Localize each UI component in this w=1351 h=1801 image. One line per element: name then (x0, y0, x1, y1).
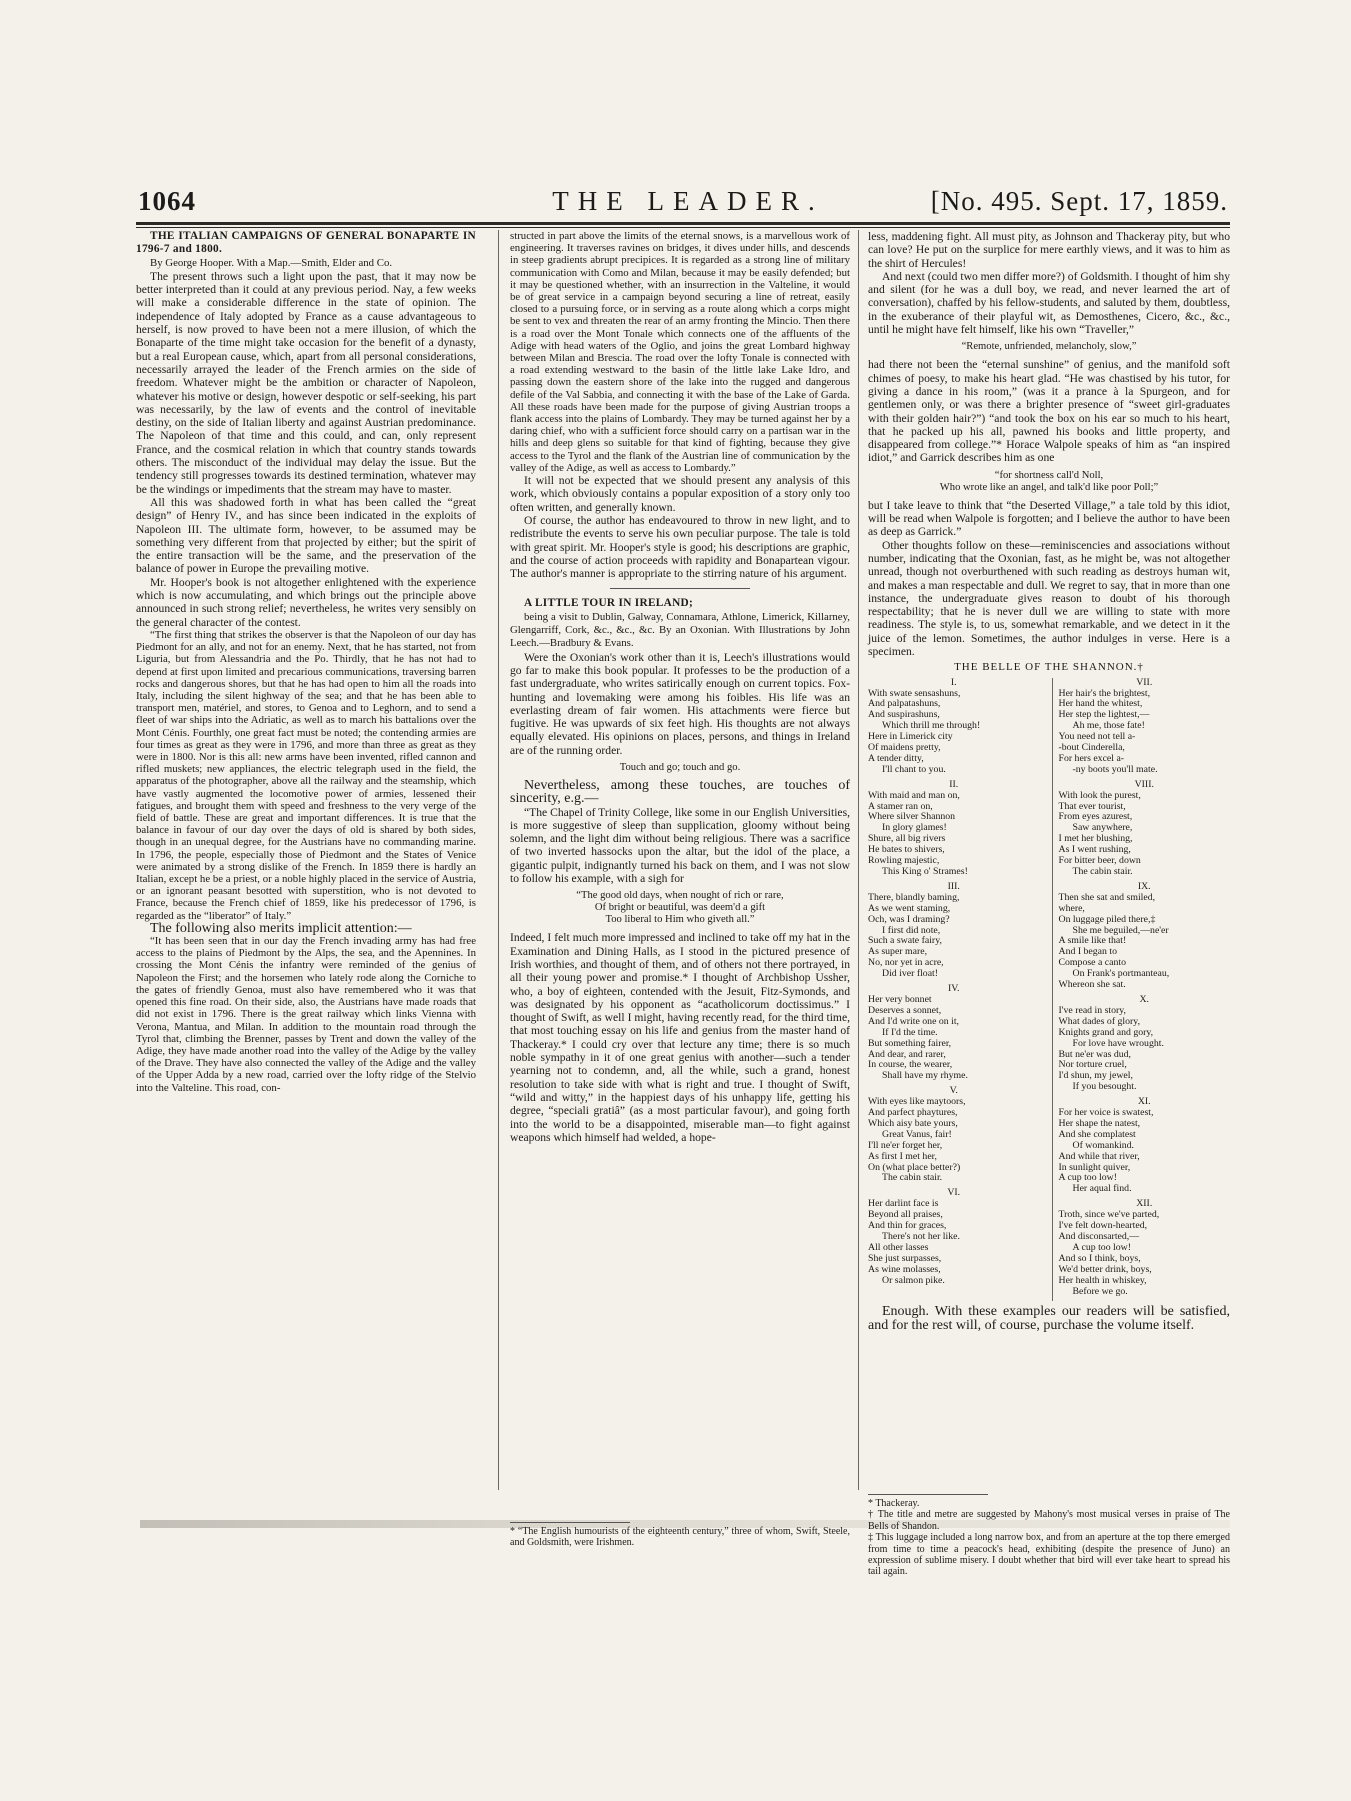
stanza-number: XI. (1137, 1096, 1151, 1108)
poem-line: Saw anywhere, (1072, 822, 1133, 834)
paragraph: Indeed, I felt much more impressed and inclined to take off my hat in the Examination and Dining Halls, as I stood in the pictured presence of Irish worthies, and thought of them, and of others not there portrayed, in all their young power and promise.* I thought of Archbishop Ussher, who, a boy of eighteen, contended with the Jesuit, Fitz-Symonds, and was designated by his opponent as “acatholicorum doctissimus.” I thought of Swift, as well I might, having recently read, for the third time, that most touching essay on his life and genius from the master hand of Thackeray.* I could cry over that lecture any time; there is so much noble sympathy in it of one great genius with another—such a tender yearning not to condemn, and, all the while, such a grand, honest resolution to take side with what is right and true. I thought of Swift, “wild and witty,” in the happiest days of his unhappy life, getting his degree, “speciali gratiâ” (as a most particular favour), and going forth into the world to be a disappointed, miserable man—to fight against weapons which himself had welded, a hope- (510, 931, 850, 1144)
poem-line: But ne'er was dud, (1058, 1048, 1132, 1060)
poem-line: That ever tourist, (1058, 800, 1126, 812)
stanza-number: IX. (1137, 880, 1151, 892)
stanza-number: III. (947, 880, 960, 892)
poem-line: Great Vanus, fair! (882, 1128, 952, 1140)
poem-line: There's not her like. (882, 1231, 960, 1243)
poem-line: A cup too low! (1058, 1172, 1118, 1184)
publication-title: THE LEADER. (552, 186, 824, 216)
verse-line: Too liberal to Him who giveth all.” (605, 914, 755, 926)
footnote: † The title and metre are suggested by Mahony's most musical verses in praise of The Bells of Shandon. (868, 1509, 1230, 1532)
poem-stanza (868, 1188, 1040, 1286)
poem-line: Och, was I draming? (868, 913, 950, 925)
poem-line: With maid and man on, (868, 789, 960, 801)
poem-line: Her darlint face is (868, 1198, 939, 1210)
poem-line: With swate sensashuns, (868, 687, 961, 699)
poem-line: For hers excel a- (1058, 752, 1125, 764)
stanza-number: II. (949, 778, 959, 790)
verse-line: Who wrote like an angel, and talk'd like poor Poll;” (939, 481, 1159, 493)
poem-stanza (1059, 1199, 1231, 1297)
poem-line: No, nor yet in acre, (868, 957, 944, 969)
poem-stanza (1059, 882, 1231, 991)
article-separator (610, 588, 750, 589)
poem-line: And parfect phaytures, (868, 1107, 958, 1119)
poem-line: where, (1058, 902, 1085, 914)
column-divider (498, 230, 499, 1490)
poem-line: Such a swate fairy, (868, 935, 942, 947)
poem-line: I met her blushing, (1058, 833, 1133, 845)
verse-quote (868, 470, 1230, 494)
poem-line: I'll chant to you. (882, 763, 946, 775)
poem-line: -ny boots you'll mate. (1072, 763, 1158, 775)
poem-line: In glory glames! (882, 822, 947, 834)
stanza-number: IV. (947, 983, 960, 995)
poem-column-left (868, 678, 1040, 1302)
poem-line: He bates to shivers, (868, 844, 945, 856)
poem-line: Of womankind. (1072, 1139, 1134, 1151)
poem-line: Troth, since we've parted, (1058, 1209, 1160, 1221)
poem-stanza (868, 1086, 1040, 1184)
poem-stanza (868, 882, 1040, 980)
poem-line: As super mare, (868, 946, 928, 958)
poem-stanza (1059, 995, 1231, 1093)
poem-line: And thin for graces, (868, 1220, 947, 1232)
stanza-number: X. (1139, 993, 1150, 1005)
masthead (138, 186, 1228, 222)
poem-line: And I'd write one on it, (868, 1015, 960, 1027)
poem-line: Her hair's the brightest, (1058, 687, 1151, 699)
poem-line: As we went staming, (868, 902, 951, 914)
verse-line: “Remote, unfriended, melancholy, slow,” (961, 341, 1137, 353)
verse-line: Touch and go; touch and go. (619, 762, 741, 773)
poem-stanza (1059, 780, 1231, 878)
paragraph: The following also merits implicit attention:— (150, 920, 412, 936)
paragraph: Of course, the author has endeavoured to throw in new light, and to redistribute the events to serve his own peculiar purpose. The tale is told with great spirit. Mr. Hooper's style is good; his descriptions are graphic, and the course of action proceeds with rapidity and Bonapartean vigour. The author's manner is appropriate to the stirring nature of his argument. (510, 513, 850, 581)
poem-line: I'd shun, my jewel, (1058, 1070, 1133, 1082)
poem-line: And so I think, boys, (1058, 1252, 1141, 1264)
poem-column-right (1052, 678, 1231, 1302)
paragraph: It will not be expected that we should present any analysis of this work, which obviously contains a popular exposition of a story only too often written, and generally known. (510, 474, 850, 514)
poem-line: The cabin stair. (882, 1172, 943, 1184)
paragraph: Were the Oxonian's work other than it is, Leech's illustrations would go far to make this book popular. It professes to be the production of a fast undergraduate, who writes satirically enough on current topics. Fox-hunting and lovemaking were among his foibles. His life was an everlasting dream of fair women. His attachments were fierce but fugitive. He was upwards of six feet high. His thoughts are not always equally elevated. His opinions on places, persons, and things in Ireland are of the running order. (510, 650, 850, 757)
verse-line: “The good old days, when nought of rich or rare, (576, 890, 784, 902)
poem-line: With eyes like maytoors, (868, 1096, 966, 1108)
verse-quote (510, 890, 850, 926)
poem-line: With look the purest, (1058, 789, 1141, 801)
poem-line: Did iver float! (882, 968, 939, 980)
poem-line: Her hand the whitest, (1058, 698, 1143, 710)
column-2 (510, 230, 850, 1144)
stanza-number: V. (949, 1085, 958, 1097)
poem-stanza (868, 984, 1040, 1082)
poem-stanza (1059, 1097, 1231, 1195)
poem-line: For her voice is swatest, (1058, 1107, 1154, 1119)
poem-line: Of maidens pretty, (868, 742, 941, 754)
footnote: * “The English humourists of the eighteenth century,” three of whom, Swift, Steele, and Goldsmith, were Irishmen. (510, 1526, 850, 1549)
poem-line: I'll ne'er forget her, (868, 1139, 943, 1151)
paragraph: Other thoughts follow on these—reminiscencies and associations without number, indicating that the Oxonian, fast, as he might be, was not altogether unread, though not overburthened with such reading as destroys human wit, and makes a man respectable and dull. We regret to say, that in more than one instance, the undergraduate gives reason to doubt of his thorough respectability; that he is never dull we are willing to state with more readiness. The style is, to us, somewhat remarkable, and we detect in it the juice of the lemon. Sometimes, the author indulges in verse. Here is a specimen. (868, 538, 1230, 659)
poem-line: For love have wrought. (1072, 1037, 1164, 1049)
quotation-continued: structed in part above the limits of the eternal snows, is a marvellous work of engineering. It traverses ravines on bridges, it dives under hills, and descends in steep gradients abrupt precipices. It is regarded as a strong line of military communication with Como and Milan, because it may be easily defended; but it may be questioned whether, with an insurrection in the Valteline, it would be of great service in a campaign beyond securing a line of retreat, easily closed to a pursuing force, or in serving as a route along which a corps might be sent to vex and threaten the rear of an army fronting the Mincio. Then there is a road over the Mont Tonale which connects one of the affluents of the Adige with head waters of the Oglio, and joins the great Lombard highway between Milan and Brescia. The road over the lofty Tonale is connected with a road extending westward to the basin of the little lake Lake Idro, and passing down the eastern shore of the lake into the rugged and dangerous defile of the Val Sabbia, and connecting it with the base of the Lake of Garda. All these roads have been made for the purpose of giving Austrian troops a flank access into the plains of Lombardy. They may be turned against her by a daring chief, who with a sufficient force should carry on a partisan war in the hills and deep glens so suitable for that kind of fighting, because they give access to the Tyrol and the flank of the Austrian line of communication by the valley of the Adige, as well as access to Lombardy.” (510, 230, 850, 474)
footnote: * Thackeray. (868, 1498, 920, 1509)
poem-line: And suspirashuns, (868, 709, 940, 721)
poem-line: And I began to (1058, 946, 1117, 958)
poem-line: Her step the lightest,— (1058, 709, 1150, 721)
stanza-number: VI. (947, 1187, 961, 1199)
poem-line: This King o' Strames! (882, 866, 968, 878)
poem-line: Which aisy bate yours, (868, 1117, 958, 1129)
poem-line: As I went rushing, (1058, 844, 1131, 856)
poem-line: A tender ditty, (868, 752, 924, 764)
stanza-number: XII. (1136, 1198, 1153, 1210)
poem-line: For bitter beer, down (1058, 855, 1141, 867)
stanza-number: VIII. (1134, 778, 1154, 790)
quotation: “It has been seen that in our day the French invading army has had free access to the plains of Piedmont by the Alps, the sea, and the Apennines. In crossing the Mont Cénis the infantry were reminded of the genius of Napoleon the First; and the horsemen who lately rode along the Corniche to the gates of friendly Genoa, must also have remembered who it was that opened this fine road. On their side, also, the Austrians have made roads that did not exist in 1796. There is the great railway which links Vienna with Verona, Mantua, and Milan. In addition to the mountain road through the Tyrol that, climbing the Brenner, passes by Trent and down the valley of the Adige, they have made another road into the valley of the Adige by the valley of the Drave. They have also connected the valley of the Adige and the valley of the Upper Adda by a new road, carried over the lofty ridge of the Stelvio into the Valteline. This road, con- (136, 935, 476, 1094)
page-number: 1064 (138, 186, 196, 216)
article-heading: THE ITALIAN CAMPAIGNS OF GENERAL BONAPARTE IN 1796-7 and 1800. (136, 230, 476, 256)
article-byline: By George Hooper. With a Map.—Smith, Elder and Co. (150, 256, 393, 269)
poem-line: She just surpasses, (868, 1252, 942, 1264)
poem-line: Deserves a sonnet, (868, 1004, 942, 1016)
paragraph: The present throws such a light upon the past, that it may now be better interpreted than it could at any previous period. Nay, a few weeks will make a considerable difference in the state of opinion. The independence of Italy adopted by France as a cause advantageous to herself, is now proved to have been not a mere illusion, of which the Bonaparte of the time might take occasion for the benefit of a dynasty, but a real European cause, which, apart from all personal considerations, necessarily arrayed the leader of the French armies on the side of freedom. Whatever might be the ambition or character of Napoleon, whatever his motive or design, however despotic or self-seeking, his part was necessarily, by the law of events and the control of inevitable destiny, on the side of Italian liberty and against Austrian predominance. The Napoleon of that time and this could, and can, only represent France, and the cosmical relation in which that country stands towards others. The misconduct of the individual may delay the issue. But the tendency still progresses towards its destined termination, whatever may be the windings or impediments that the stream may have to master. (136, 269, 476, 496)
poem-line: Her shape the natest, (1058, 1117, 1141, 1129)
poem-line: Shure, all big rivers (868, 833, 946, 845)
quotation: “The Chapel of Trinity College, like some in our English Universities, is more suggestive of sleep than supplication, gloomy without being solemn, and the light dim without being religious. There was a sacrifice of two inverted hassocks upon the altar, but the idol of the place, a gigantic pulpit, indignantly turned his back on them, and I was not slow to follow his example, with a sigh for (510, 805, 850, 886)
masthead-rule (136, 222, 1230, 225)
poem-line: Here in Limerick city (868, 731, 953, 743)
issue-date: [No. 495. Sept. 17, 1859. (930, 186, 1228, 216)
poem-line: The cabin stair. (1072, 866, 1133, 878)
poem-line: All other lasses (868, 1241, 929, 1253)
poem-line: Ah me, those fate! (1072, 720, 1145, 732)
poem-line: A cup too low! (1072, 1241, 1132, 1253)
column-1 (136, 230, 476, 1094)
poem-line: Then she sat and smiled, (1058, 891, 1156, 903)
paragraph: And next (could two men differ more?) of Goldsmith. I thought of him shy and silent (for he was a dull boy, we read, and never learned the art of conversation), chaffed by his fellow-students, and saluted by them, doubtless, in the exuberance of their playful wit, as Demosthenes, Cicero, &c., &c., until he might have felt himself, like his own “Traveller,” (868, 269, 1230, 337)
article-heading: A LITTLE TOUR IN IRELAND; (524, 597, 694, 610)
footnote-col2 (510, 1522, 850, 1549)
poem-line: Nor torture cruel, (1058, 1059, 1127, 1071)
paragraph: Mr. Hooper's book is not altogether enlightened with the experience which is now accumulating, and which brings out the principle above announced in such strong relief; nevertheless, he writes very sensibly on the general character of the contest. (136, 575, 476, 629)
poem-line: Her aqual find. (1072, 1183, 1132, 1195)
paragraph: Enough. With these examples our readers will be satisfied, and for the rest will, of course, purchase the volume itself. (868, 1304, 1230, 1333)
poem-line: On luggage piled there,‡ (1058, 913, 1156, 925)
column-3 (868, 230, 1230, 1332)
poem-line: Knights grand and gory, (1058, 1026, 1154, 1038)
poem-line: Compose a canto (1058, 957, 1126, 969)
poem-line: I've read in story, (1058, 1004, 1127, 1016)
poem-title: THE BELLE OF THE SHANNON.† (954, 661, 1144, 674)
paragraph: All this was shadowed forth in what has been called the “great design” of Henry IV., and has since been indicated in the exploits of Napoleon III. The ultimate form, however, to be assumed may be something very different from that projected by either; but the spirit of the entire transaction will be the same, and the preservation of the balance of power in Europe the prevailing motive. (136, 495, 476, 576)
paragraph: Nevertheless, among these touches, are touches of sincerity, e.g.— (510, 778, 850, 807)
paragraph: but I take leave to think that “the Deserted Village,” a tale told by this idiot, will be read when Walpole is forgotten; and I believe the author to have been as deep as Garrick.” (868, 498, 1230, 539)
poem-line: Her very bonnet (868, 993, 932, 1005)
poem-line: From eyes azurest, (1058, 811, 1133, 823)
poem (868, 678, 1230, 1302)
poem-line: -bout Cinderella, (1058, 742, 1125, 754)
poem-line: Or salmon pike. (882, 1274, 945, 1286)
poem-line: There, blandly baming, (868, 891, 960, 903)
poem-line: A smile like that! (1058, 935, 1127, 947)
poem-line: And dear, and rarer, (868, 1048, 946, 1060)
column-divider (858, 230, 859, 1490)
poem-line: We'd better drink, boys, (1058, 1263, 1152, 1275)
poem-line: On (what place better?) (868, 1161, 961, 1173)
poem-line: Before we go. (1072, 1285, 1128, 1297)
poem-line: Which thrill me through! (882, 720, 981, 732)
poem-line: And while that river, (1058, 1150, 1140, 1162)
poem-line: And disconsarted,— (1058, 1231, 1140, 1243)
stanza-number: VII. (1136, 676, 1153, 688)
footnotes-col3 (868, 1494, 1230, 1578)
article-subheading: being a visit to Dublin, Galway, Connamara, Athlone, Limerick, Killarney, Glengarriff, Cork, &c., &c., &c. By an Oxonian. With Illustrations by John Leech.—Bradbury & Evans. (510, 610, 850, 650)
poem-line: She me beguiled,—ne'er (1072, 924, 1169, 936)
poem-line: But something fairer, (868, 1037, 952, 1049)
poem-line: As wine molasses, (868, 1263, 941, 1275)
poem-line: As first I met her, (868, 1150, 937, 1162)
poem-line: Whereon she sat. (1058, 979, 1126, 991)
stanza-number: I. (950, 676, 957, 688)
poem-line: I've felt down-hearted, (1058, 1220, 1148, 1232)
quotation: “The first thing that strikes the observer is that the Napoleon of our day has Piedmont for an ally, and not for an enemy. Next, that he has started, not from Liguria, but from Alessandria and the Po. Thirdly, that he has not had to depend at first upon limited and precarious communications, traversing barren rocks and dangerous shores, but that he has had open to him all the roads into Italy, including the silent highway of the sea; and that he has been able to transport men, matériel, and stores, to Genoa and to Leghorn, and to send a fleet of war ships into the Adriatic, as well as to march his battalions over the Mont Cénis. Fourthly, one great fact must be noted; the contending armies are four times as great as they were in 1796, and more than three as great as they were in 1800. Nor is this all: new arms have been invented, rifled cannon and rifled muskets; new appliances, the electric telegraph used in the field, the apparatus of the photographer, above all the railway and the steamship, which have vastly augmented the locomotive power of armies, lessened their fatigues, and brought them with speed and freshness to the very verge of the field of battle. These are great and important differences. It is true that the balance in favour of our day over the days of old is shared by both sides, though in an unequal degree, for the Austrians have no commanding marine. In 1796, the people, especially those of Piedmont and the States of Venice were animated by a strong dislike of the French. In 1859 there is hardly an Italian, except he be a priest, or a noble highly placed in the service of Austria, or an ignorant peasant besotted with superstition, who is not devoted to France, because the French chief of 1859, like his predecessor of 1796, is regarded as the “liberator” of Italy.” (136, 628, 476, 922)
poem-line: And palpatashuns, (868, 698, 941, 710)
poem-line: If I'd the time. (882, 1026, 938, 1038)
poem-line: You need not tell a- (1058, 731, 1136, 743)
poem-line: Where silver Shannon (868, 811, 956, 823)
poem-line: On Frank's portmanteau, (1072, 968, 1170, 980)
poem-line: Her health in whiskey, (1058, 1274, 1147, 1286)
poem-line: In sunlight quiver, (1058, 1161, 1131, 1173)
poem-line: And she complatest (1058, 1128, 1136, 1140)
poem-stanza (868, 780, 1040, 878)
poem-line: Beyond all praises, (868, 1209, 943, 1221)
poem-line: Shall have my rhyme. (882, 1070, 968, 1082)
masthead-rule-thin (136, 227, 1230, 228)
verse-line: Of bright or beautiful, was deem'd a gift (594, 902, 766, 914)
poem-line: I first did note, (882, 924, 941, 936)
poem-stanza (1059, 678, 1231, 776)
poem-line: If you besought. (1072, 1081, 1137, 1093)
poem-line: In course, the wearer, (868, 1059, 953, 1071)
poem-line: A stamer ran on, (868, 800, 933, 812)
paragraph: had there not been the “eternal sunshine” of genius, and the manifold soft chimes of poesy, to make his heart glad. “He was chastised by his tutor, for giving a dance in his room,” (was it a prance à la Spurgeon, and for gentlemen only, or was there a brighter presence of “sweet girl-graduates with their golden hair?”) “and took the box on his ear so much to his heart, that he packed up his all, pawned his books and little property, and disappeared from college.”* Horace Walpole speaks of him as “an inspired idiot,” and Garrick describes him as one (868, 358, 1230, 465)
footnote: ‡ This luggage included a long narrow box, and from an aperture at the top there emerged from time to time a peacock's head, exhibiting (despite the presence of Juno) an expression of sublime misery. I doubt whether that bird will ever take heart to spread his tail again. (868, 1532, 1230, 1578)
poem-line: What dades of glory, (1058, 1015, 1141, 1027)
poem-stanza (868, 678, 1040, 776)
poem-line: Rowling majestic, (868, 855, 940, 867)
paragraph-continued: less, maddening fight. All must pity, as Johnson and Thackeray pity, but who can love? He put on the surplice for mere earthly views, and it was to him as the shirt of Hercules! (868, 230, 1230, 270)
verse-line: “for shortness call'd Noll, (994, 469, 1104, 481)
